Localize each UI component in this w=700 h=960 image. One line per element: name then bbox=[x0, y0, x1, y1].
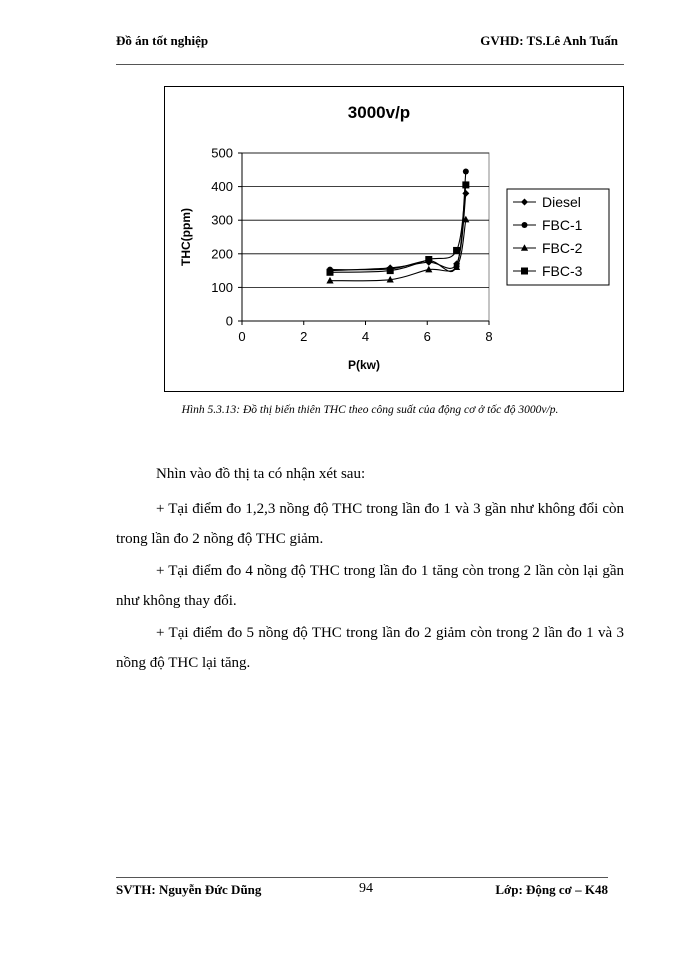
y-tick-label: 400 bbox=[211, 179, 233, 195]
y-tick-label: 300 bbox=[211, 212, 233, 228]
legend-label: FBC-3 bbox=[542, 263, 583, 279]
square-marker bbox=[462, 181, 469, 188]
square-marker bbox=[453, 247, 460, 254]
x-tick-label: 4 bbox=[361, 329, 370, 344]
header-supervisor: GVHD: TS.Lê Anh Tuấn bbox=[480, 33, 618, 48]
legend-label: FBC-2 bbox=[542, 240, 583, 256]
paragraph-point-4: + Tại điểm đo 4 nồng độ THC trong lần đo 1 tăng còn trong 2 lần còn lại gần như không thay đổi. bbox=[116, 563, 624, 609]
square-marker bbox=[521, 268, 528, 275]
footer-student: SVTH: Nguyễn Đức Dũng bbox=[116, 882, 262, 897]
paragraph-point-5: + Tại điểm đo 5 nồng độ THC trong lần đo 2 giảm còn trong 2 lần đo 1 và 3 nồng độ THC lại tăng. bbox=[116, 625, 624, 671]
x-tick-label: 2 bbox=[300, 329, 308, 344]
y-tick-label: 200 bbox=[211, 246, 233, 262]
page-number: 94 bbox=[359, 881, 373, 896]
legend-label: Diesel bbox=[542, 194, 581, 210]
y-tick-label: 0 bbox=[225, 313, 233, 329]
x-axis-label: P(kw) bbox=[347, 358, 381, 372]
x-tick-label: 8 bbox=[485, 329, 493, 344]
circle-marker bbox=[463, 168, 469, 174]
square-marker bbox=[387, 267, 394, 274]
plot-area bbox=[242, 153, 489, 321]
y-tick-label: 100 bbox=[211, 279, 233, 295]
header-title: Đồ án tốt nghiệp bbox=[116, 33, 209, 48]
header-divider bbox=[116, 64, 624, 65]
legend bbox=[507, 189, 609, 285]
paragraph-intro: Nhìn vào đồ thị ta có nhận xét sau: bbox=[156, 466, 366, 482]
chart-title: 3000v/p bbox=[347, 103, 411, 122]
paragraph-point-1-3: + Tại điểm đo 1,2,3 nồng độ THC trong lần đo 1 và 3 gần như không đổi còn trong lần đo 2 nồng độ THC giảm. bbox=[116, 501, 624, 547]
circle-marker bbox=[522, 222, 528, 228]
legend-label: FBC-1 bbox=[542, 217, 583, 233]
footer-class: Lớp: Động cơ – K48 bbox=[495, 882, 608, 897]
square-marker bbox=[326, 269, 333, 276]
thc-chart bbox=[164, 86, 624, 392]
y-axis-label: THC(ppm) bbox=[179, 208, 193, 266]
square-marker bbox=[425, 256, 432, 263]
figure-caption: Hình 5.3.13: Đồ thị biến thiên THC theo công suất của động cơ ở tốc độ 3000v/p. bbox=[181, 404, 559, 416]
footer-divider bbox=[116, 877, 608, 878]
y-tick-label: 500 bbox=[211, 145, 233, 161]
x-tick-label: 6 bbox=[423, 329, 431, 344]
x-tick-label: 0 bbox=[238, 329, 246, 344]
